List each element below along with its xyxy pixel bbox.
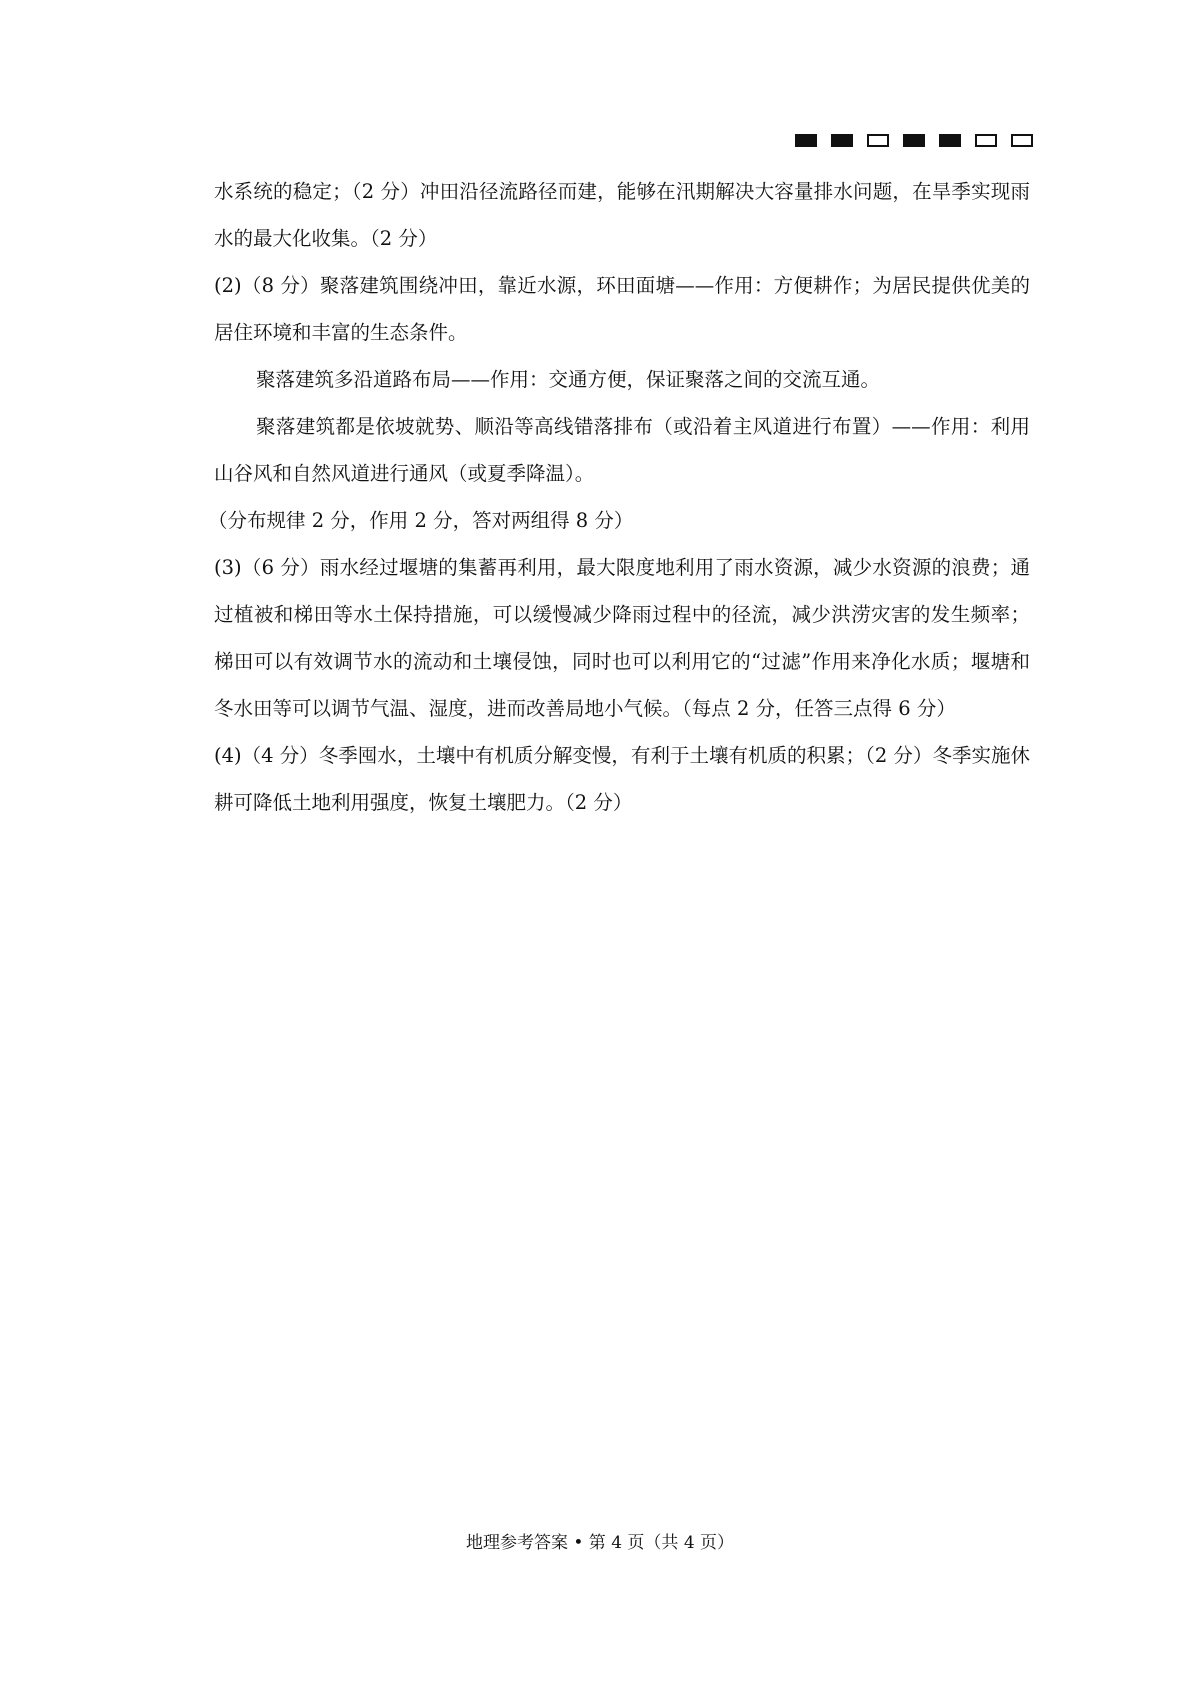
answer-paragraph-q2: (2)（8 分）聚落建筑围绕冲田，靠近水源，环田面塘——作用：方便耕作；为居民提供优美的居住环境和丰富的生态条件。: [214, 274, 1030, 344]
marker-block-filled: [903, 134, 925, 147]
marker-block-filled: [831, 134, 853, 147]
scoring-note-q2: （分布规律 2 分，作用 2 分，答对两组得 8 分）: [208, 509, 634, 532]
marker-block-filled: [939, 134, 961, 147]
page-footer: 地理参考答案 • 第 4 页（共 4 页）: [465, 1533, 735, 1553]
marker-block-empty: [867, 134, 889, 147]
marker-block-filled: [795, 134, 817, 147]
marker-block-empty: [975, 134, 997, 147]
marker-block-empty: [1011, 134, 1033, 147]
answer-paragraph-q4: (4)（4 分）冬季囤水，土壤中有机质分解变慢，有利于土壤有机质的积累；（2 分）冬季实施休耕可降低土地利用强度，恢复土壤肥力。（2 分）: [214, 744, 1030, 814]
answer-paragraph-continuation: 水系统的稳定；（2 分）冲田沿径流路径而建，能够在汛期解决大容量排水问题，在旱季实现雨水的最大化收集。（2 分）: [214, 180, 1030, 250]
answer-paragraph-q2-slope: 聚落建筑都是依坡就势、顺沿等高线错落排布（或沿着主风道进行布置）——作用：利用山谷风和自然风道进行通风（或夏季降温）。: [214, 415, 1030, 485]
page-marker-bar: [795, 134, 1033, 147]
answer-paragraph-q3: (3)（6 分）雨水经过堰塘的集蓄再利用，最大限度地利用了雨水资源，减少水资源的浪费；通过植被和梯田等水土保持措施，可以缓慢减少降雨过程中的径流，减少洪涝灾害的发生频率；梯田可以有效调节水的流动和土壤侵蚀，同时也可以利用它的“过滤”作用来净化水质；堰塘和冬水田等可以调节气温、湿度，进而改善局地小气候。（每点 2 分，任答三点得 6 分）: [214, 556, 1030, 720]
answer-paragraph-q2-road: 聚落建筑多沿道路布局——作用：交通方便，保证聚落之间的交流互通。: [256, 368, 881, 391]
answer-body: [208, 168, 1030, 826]
